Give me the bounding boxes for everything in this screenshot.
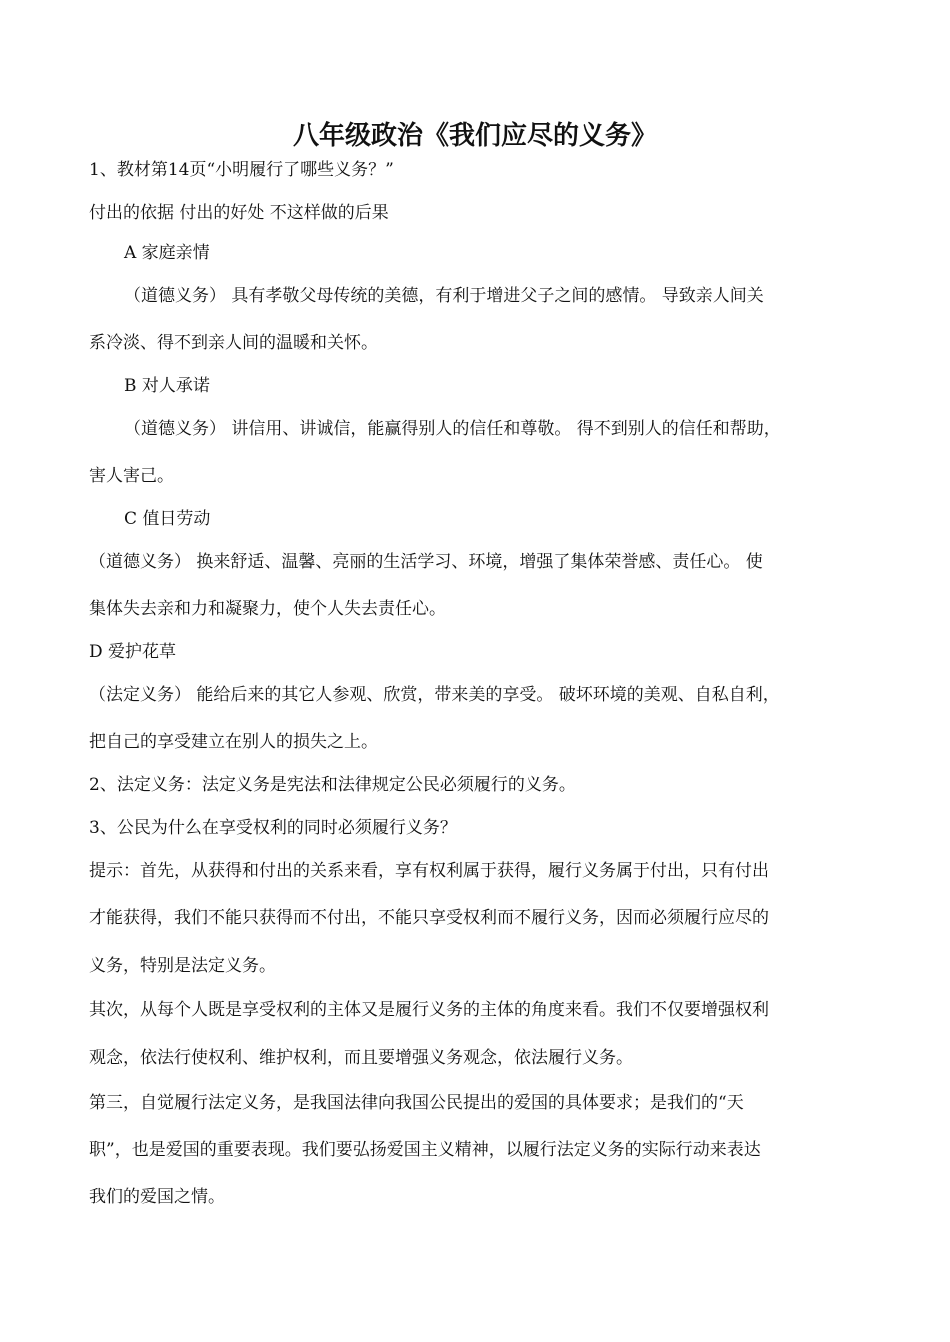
- item-b-line-1: （道德义务） 讲信用、讲诚信，能赢得别人的信任和尊敬。 得不到别人的信任和帮助，: [124, 419, 781, 439]
- item-a-line-2: 系冷淡、得不到亲人间的温暖和关怀。: [89, 333, 378, 353]
- item-d-line-2: 把自己的享受建立在别人的损失之上。: [89, 732, 378, 752]
- item-b-line-2: 害人害己。: [89, 466, 174, 486]
- item-c-line-1: （道德义务） 换来舒适、温馨、亮丽的生活学习、环境，增强了集体荣誉感、责任心。 使: [89, 552, 763, 572]
- item-a-line-1: （道德义务） 具有孝敬父母传统的美德，有利于增进父子之间的感情。 导致亲人间关: [124, 286, 764, 306]
- answer-second-line-2: 观念，依法行使权利、维护权利，而且要增强义务观念，依法履行义务。: [89, 1048, 633, 1068]
- question-3: 3、公民为什么在享受权利的同时必须履行义务？: [89, 818, 457, 838]
- column-headers: 付出的依据 付出的好处 不这样做的后果: [89, 203, 389, 223]
- item-b-heading: B 对人承诺: [124, 376, 210, 396]
- answer-first-line-1: 提示：首先，从获得和付出的关系来看，享有权利属于获得，履行义务属于付出，只有付出: [89, 861, 769, 881]
- answer-third-line-1: 第三，自觉履行法定义务，是我国法律向我国公民提出的爱国的具体要求；是我们的“天: [89, 1093, 744, 1113]
- answer-first-line-3: 义务，特别是法定义务。: [89, 956, 276, 976]
- item-c-heading: C 值日劳动: [124, 509, 211, 529]
- answer-third-line-3: 我们的爱国之情。: [89, 1187, 225, 1207]
- item-d-heading: D 爱护花草: [89, 642, 177, 662]
- answer-third-line-2: 职”，也是爱国的重要表现。我们要弘扬爱国主义精神，以履行法定义务的实际行动来表达: [89, 1140, 761, 1160]
- item-c-line-2: 集体失去亲和力和凝聚力，使个人失去责任心。: [89, 599, 446, 619]
- document-title: 八年级政治《我们应尽的义务》: [292, 121, 657, 151]
- item-a-heading: A 家庭亲情: [124, 243, 210, 263]
- item-d-line-1: （法定义务） 能给后来的其它人参观、欣赏，带来美的享受。 破坏环境的美观、自私自利，: [89, 685, 780, 705]
- question-1: 1、教材第14页“小明履行了哪些义务？”: [89, 160, 394, 180]
- question-2: 2、法定义务：法定义务是宪法和法律规定公民必须履行的义务。: [89, 775, 576, 795]
- answer-second-line-1: 其次，从每个人既是享受权利的主体又是履行义务的主体的角度来看。我们不仅要增强权利: [89, 1000, 769, 1020]
- answer-first-line-2: 才能获得，我们不能只获得而不付出，不能只享受权利而不履行义务，因而必须履行应尽的: [89, 908, 769, 928]
